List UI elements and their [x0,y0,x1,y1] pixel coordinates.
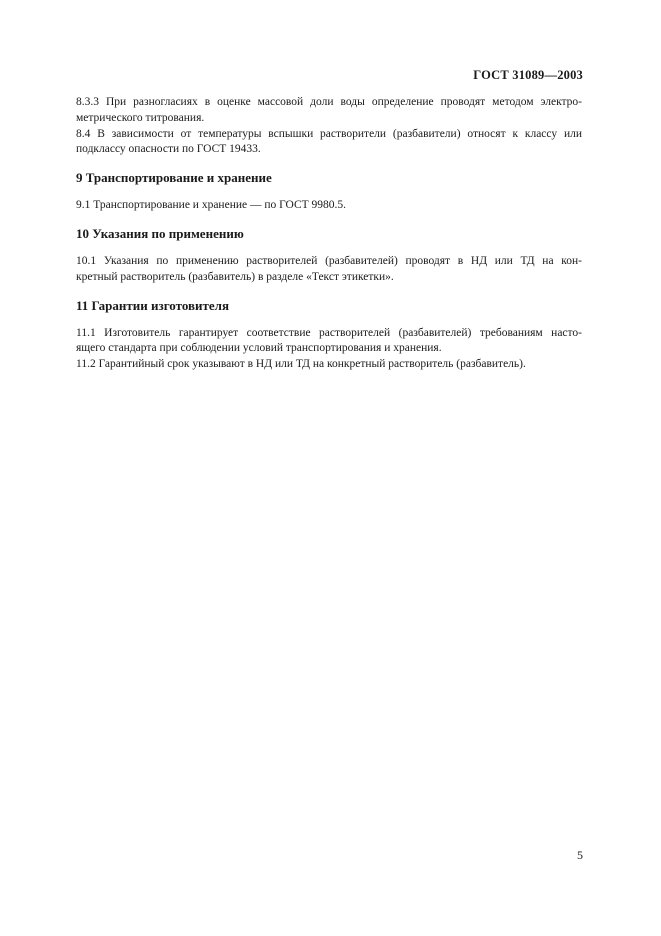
paragraph-line: 9.1 Транспортирование и хранение — по ГОСТ 9980.5. [76,199,347,212]
paragraph-10-1 [76,254,582,286]
paragraph-line: 10.1 Указания по применению растворителей (разбавителей) проводят в НД или ТД на кон- [76,254,582,267]
paragraph-8-4 [76,127,582,159]
paragraph-line: 8.4 В зависимости от температуры вспышки растворители (разбавители) относят к классу или [76,127,582,140]
paragraph-8-3-3 [76,95,582,127]
paragraph-line: 8.3.3 При разногласиях в оценке массовой доли воды определение проводят методом электро- [76,96,582,108]
paragraph-11-1 [76,326,582,358]
paragraph-line: ящего стандарта при соблюдении условий транспортирования и хранения. [76,342,442,355]
page-number: 5 [577,848,583,862]
section-title-11: 11 Гарантии изготовителя [76,297,230,313]
section-title-9: 9 Транспортирование и хранение [76,170,272,186]
document-code: ГОСТ 31089—2003 [473,68,583,82]
paragraph-9-1 [76,198,582,214]
document-body [76,95,582,373]
paragraph-11-2 [76,357,582,373]
paragraph-line: кретный растворитель (разбавитель) в разделе «Текст этикетки». [76,270,394,283]
section-title-10: 10 Указания по применению [76,225,244,241]
paragraph-line: 11.2 Гарантийный срок указывают в НД или ТД на конкретный растворитель (разбавитель). [76,358,526,371]
paragraph-line: 11.1 Изготовитель гарантирует соответствие растворителей (разбавителей) требованиям насто- [76,326,582,339]
paragraph-line: метрического титрования. [76,111,205,124]
paragraph-line: подклассу опасности по ГОСТ 19433. [76,143,261,156]
